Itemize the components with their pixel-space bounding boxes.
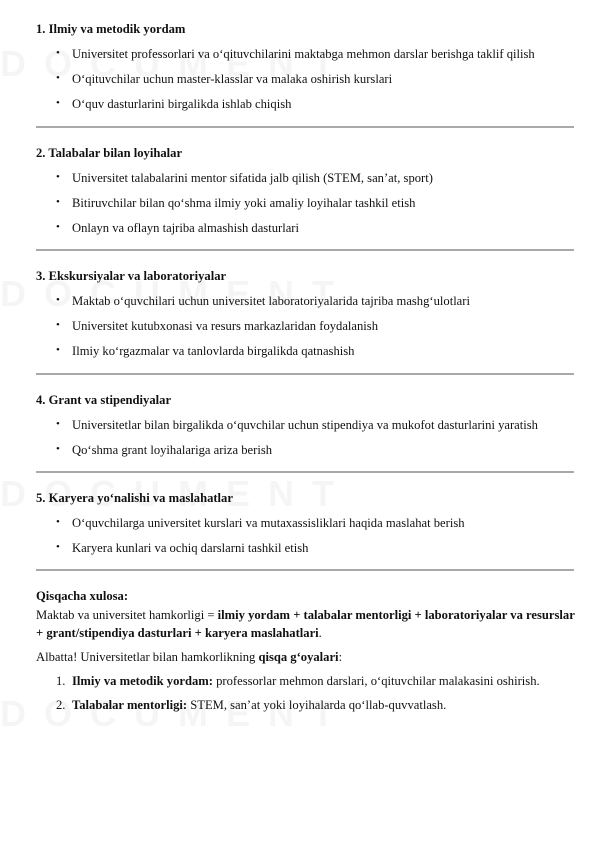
section-divider bbox=[36, 373, 574, 375]
item-number: 2. bbox=[56, 697, 66, 712]
bullet-list bbox=[36, 293, 576, 360]
item-number: 1. bbox=[56, 673, 66, 688]
list-item: • Universitet kutubxonasi va resurs markazlaridan foydalanish bbox=[36, 318, 576, 335]
numbered-list bbox=[36, 673, 576, 714]
numbered-item bbox=[36, 697, 576, 714]
summary-title: Qisqacha xulosa: bbox=[36, 589, 129, 604]
section-excursions-labs bbox=[36, 268, 576, 361]
bullet-list bbox=[36, 170, 576, 237]
section-title: 2. Talabalar bilan loyihalar bbox=[36, 145, 183, 160]
summary-tail: . bbox=[318, 625, 322, 640]
item-text: STEM, san’at yoki loyihalarda qo‘llab-quvvatlash. bbox=[187, 697, 447, 712]
section-divider bbox=[36, 249, 574, 251]
section-divider bbox=[36, 126, 574, 128]
list-item: • O‘qituvchilar uchun master-klasslar va malaka oshirish kurslari bbox=[36, 71, 576, 88]
section-student-projects bbox=[36, 145, 576, 238]
numbered-item bbox=[36, 673, 576, 690]
summary-block bbox=[36, 588, 576, 714]
item-text: professorlar mehmon darslari, o‘qituvchilar malakasini oshirish. bbox=[212, 673, 540, 688]
intro-tail: : bbox=[338, 649, 343, 664]
list-item: • O‘quv dasturlarini birgalikda ishlab chiqish bbox=[36, 96, 576, 113]
item-label: Ilmiy va metodik yordam: bbox=[72, 673, 213, 688]
section-divider bbox=[36, 569, 574, 571]
section-scientific-support bbox=[36, 21, 576, 114]
summary-lead: Maktab va universitet hamkorligi = bbox=[36, 608, 218, 623]
list-item: • Universitet talabalarini mentor sifatida jalb qilish (STEM, san’at, sport) bbox=[36, 170, 576, 187]
section-title: 1. Ilmiy va metodik yordam bbox=[36, 22, 186, 36]
bullet-list bbox=[36, 417, 576, 459]
section-grants bbox=[36, 392, 576, 459]
section-career bbox=[36, 490, 576, 557]
list-item: • Qo‘shma grant loyihalariga ariza berish bbox=[36, 442, 576, 459]
list-item: • Bitiruvchilar bilan qo‘shma ilmiy yoki amaliy loyihalar tashkil etish bbox=[36, 195, 576, 212]
list-item: • Universitetlar bilan birgalikda o‘quvchilar uchun stipendiya va mukofot dasturlarini yaratish bbox=[36, 417, 576, 434]
section-divider bbox=[36, 471, 574, 473]
list-item: • Onlayn va oflayn tajriba almashish dasturlari bbox=[36, 220, 576, 237]
list-item: • Universitet professorlari va o‘qituvchilarini maktabga mehmon darslar berishga taklif qilish bbox=[36, 46, 576, 63]
bullet-list bbox=[36, 46, 576, 113]
intro-text: Albatta! Universitetlar bilan hamkorlikning bbox=[36, 649, 259, 664]
item-label: Talabalar mentorligi: bbox=[72, 697, 188, 712]
list-item: • Maktab o‘quvchilari uchun universitet laboratoriyalarida tajriba mashg‘ulotlari bbox=[36, 293, 576, 310]
section-title: 5. Karyera yo‘nalishi va maslahatlar bbox=[36, 490, 233, 505]
list-item: • Ilmiy ko‘rgazmalar va tanlovlarda birgalikda qatnashish bbox=[36, 343, 576, 360]
bullet-list bbox=[36, 515, 576, 557]
list-item: • O‘quvchilarga universitet kurslari va mutaxassisliklari haqida maslahat berish bbox=[36, 515, 576, 532]
intro-bold: qisqa g‘oyalari bbox=[258, 649, 339, 664]
section-title: 4. Grant va stipendiyalar bbox=[36, 392, 172, 407]
section-title: 3. Ekskursiyalar va laboratoriyalar bbox=[36, 269, 227, 283]
summary-intro bbox=[36, 649, 576, 666]
summary-formula: ilmiy yordam + talabalar mentorligi + laboratoriyalar va resurslar + grant/stipendiya dasturlari + karyera maslahatlari bbox=[36, 608, 575, 640]
summary-formula-line bbox=[36, 607, 576, 641]
document-page bbox=[36, 21, 576, 714]
list-item: • Karyera kunlari va ochiq darslarni tashkil etish bbox=[36, 540, 576, 557]
